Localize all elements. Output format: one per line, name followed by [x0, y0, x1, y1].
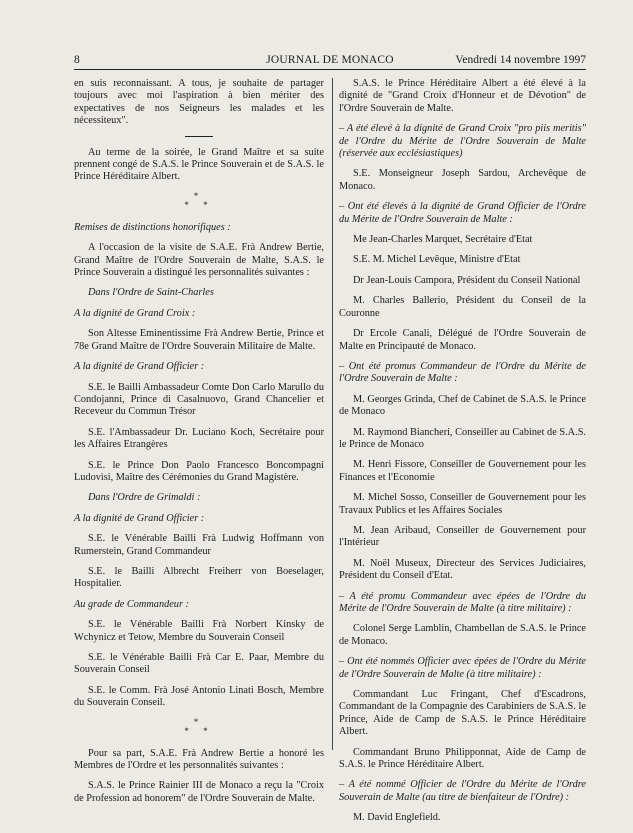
honoree: M. Noël Museux, Directeur des Services Judiciaires, Président du Conseil d'Etat.: [339, 557, 586, 582]
honoree: M. David Englefield.: [353, 812, 441, 824]
issue-date: Vendredi 14 novembre 1997: [455, 54, 586, 66]
section-stars: [74, 192, 324, 210]
honoree: M. Michel Sosso, Conseiller de Gouvernement pour les Travaux Publics et les Affaires Sociales: [339, 492, 586, 516]
right-column: [339, 78, 586, 833]
rank-heading: A la dignité de Grand Croix :: [74, 307, 196, 319]
honoree: Commandant Bruno Philipponnat, Aide de Camp de S.A.S. le Prince Héréditaire Albert.: [339, 746, 586, 771]
honoree: S.E. M. Michel Levêque, Ministre d'Etat: [353, 254, 521, 266]
paragraph: Au terme de la soirée, le Grand Maître et sa suite prennent congé de S.A.S. le Prince Souverain et de S.A.S. le Prince Héréditaire Albert.: [74, 146, 324, 183]
section-stars: [74, 718, 324, 736]
star: *: [193, 190, 205, 201]
header-rule: [74, 69, 586, 70]
honoree: S.E. le Comm. Frà José Antonio Linati Bosch, Membre du Souverain Conseil.: [74, 684, 324, 709]
honoree: M. Henri Fissore, Conseiller de Gouvernement pour les Finances et l'Economie: [339, 459, 586, 483]
order-heading: Dans l'Ordre de Saint-Charles: [88, 287, 214, 299]
rank-heading: – A été promu Commandeur avec épées de l'Ordre du Mérite de l'Ordre Souverain de Malte (à titre militaire) :: [339, 591, 586, 616]
honoree: S.E. Monseigneur Joseph Sardou, Archevêque de Monaco.: [339, 168, 586, 192]
honoree: Dr Ercole Canali, Délégué de l'Ordre Souverain de Malte en Principauté de Monaco.: [339, 328, 586, 352]
honoree: S.E. le Prince Don Paolo Francesco Boncompagni Ludovisi, Maître des Cérémonies du Grand Magistère.: [74, 459, 324, 483]
honoree: Commandant Luc Fringant, Chef d'Escadrons, Commandant de la Compagnie des Carabiniers de S.A.S. le Prince, Aide de Camp de S.A.S. le Prince Héréditaire Albert.: [339, 689, 586, 738]
honoree: M. Jean Aribaud, Conseiller de Gouvernement pour l'Intérieur: [339, 524, 586, 549]
rank-heading: – A été nommé Officier de l'Ordre du Mérite de l'Ordre Souverain de Malte (au titre de bienfaiteur de l'Ordre) :: [339, 779, 586, 804]
rank-heading: – Ont été promus Commandeur de l'Ordre du Mérite de l'Ordre Souverain de Malte :: [339, 361, 586, 386]
paragraph: A l'occasion de la visite de S.A.E. Frà Andrew Bertie, Grand Maître de l'Ordre Souverain de Malte, S.A.S. le Prince Souverain a distingué les personnalités suivantes :: [74, 242, 324, 279]
rank-heading: – Ont été nommés Officier avec épées de l'Ordre du Mérite de l'Ordre Souverain de Malte (à titre militaire) :: [339, 656, 586, 681]
rank-heading: – A été élevé à la dignité de Grand Croix "pro piis meritis" de l'Ordre du Mérite de l'Ordre Souverain de Malte (réservée aux ecclésiastiques): [339, 123, 586, 160]
page-number: 8: [74, 54, 80, 66]
order-heading: Dans l'Ordre de Grimaldi :: [88, 492, 201, 504]
rank-heading: A la dignité de Grand Officier :: [74, 512, 205, 524]
honoree: Dr Jean-Louis Campora, Président du Conseil National: [353, 274, 581, 286]
section-heading: Remises de distinctions honorifiques :: [74, 221, 231, 233]
rank-heading: A la dignité de Grand Officier :: [74, 361, 205, 373]
honoree: S.E. le Vénérable Bailli Frà Ludwig Hoffmann von Rumerstein, Grand Commandeur: [74, 533, 324, 557]
honoree: Colonel Serge Lamblin, Chambellan de S.A.S. le Prince de Monaco.: [339, 623, 586, 647]
star: *: [193, 716, 205, 727]
honoree: M. Georges Grinda, Chef de Cabinet de S.A.S. le Prince de Monaco: [339, 393, 586, 418]
paragraph: Pour sa part, S.A.E. Frà Andrew Bertie a honoré les Membres de l'Ordre et les personnalités suivantes :: [74, 747, 324, 772]
star: *: [203, 725, 214, 736]
honoree: S.E. le Bailli Albrecht Freiherr von Boeselager, Hospitalier.: [74, 565, 324, 590]
honoree: S.E. le Vénérable Bailli Frà Car E. Paar, Membre du Souverain Conseil: [74, 652, 324, 676]
honoree: S.E. le Vénérable Bailli Frà Norbert Kinsky de Wchynicz et Tetow, Membre du Souverain Conseil: [74, 619, 324, 643]
star: *: [184, 199, 195, 210]
honoree: S.E. le Bailli Ambassadeur Comte Don Carlo Marullo du Condojanni, Prince di Casalnuovo, Grand Chancelier et Receveur du Commun Trésor: [74, 381, 324, 418]
left-column: [74, 78, 324, 813]
rank-heading: Au grade de Commandeur :: [74, 598, 189, 610]
paragraph: en suis reconnaissant. A tous, je souhaite de partager toujours avec moi l'aspiration à bien mériter des expectatives de nos Seigneurs les malades et les nécessiteux".: [74, 78, 324, 127]
star: *: [184, 725, 195, 736]
paragraph: S.A.S. le Prince Rainier III de Monaco a reçu la "Croix de Profession ad honorem" de l'Ordre Souverain de Malte.: [74, 780, 324, 804]
paragraph: S.A.S. le Prince Héréditaire Albert a été élevé à la dignité de "Grand Croix d'Honneur et de Dévotion" de l'Ordre Souverain de Malte.: [339, 78, 586, 114]
short-divider: [185, 136, 213, 137]
page-header: [74, 52, 586, 68]
honoree: Son Altesse Eminentissime Frà Andrew Bertie, Prince et 78e Grand Maître de l'Ordre Souverain Militaire de Malte.: [74, 328, 324, 352]
honoree: Me Jean-Charles Marquet, Secrétaire d'Etat: [353, 234, 533, 246]
journal-title: JOURNAL DE MONACO: [266, 54, 394, 66]
star: *: [203, 199, 214, 210]
honoree: M. Charles Ballerio, Président du Conseil de la Couronne: [339, 295, 586, 319]
honoree: S.E. l'Ambassadeur Dr. Luciano Koch, Secrétaire pour les Affaires Etrangères: [74, 426, 324, 451]
column-separator: [332, 78, 333, 750]
honoree: M. Raymond Biancheri, Conseiller au Cabinet de S.A.S. le Prince de Monaco: [339, 426, 586, 450]
rank-heading: – Ont été élevés à la dignité de Grand Officier de l'Ordre du Mérite de l'Ordre Souverain de Malte :: [339, 201, 586, 226]
